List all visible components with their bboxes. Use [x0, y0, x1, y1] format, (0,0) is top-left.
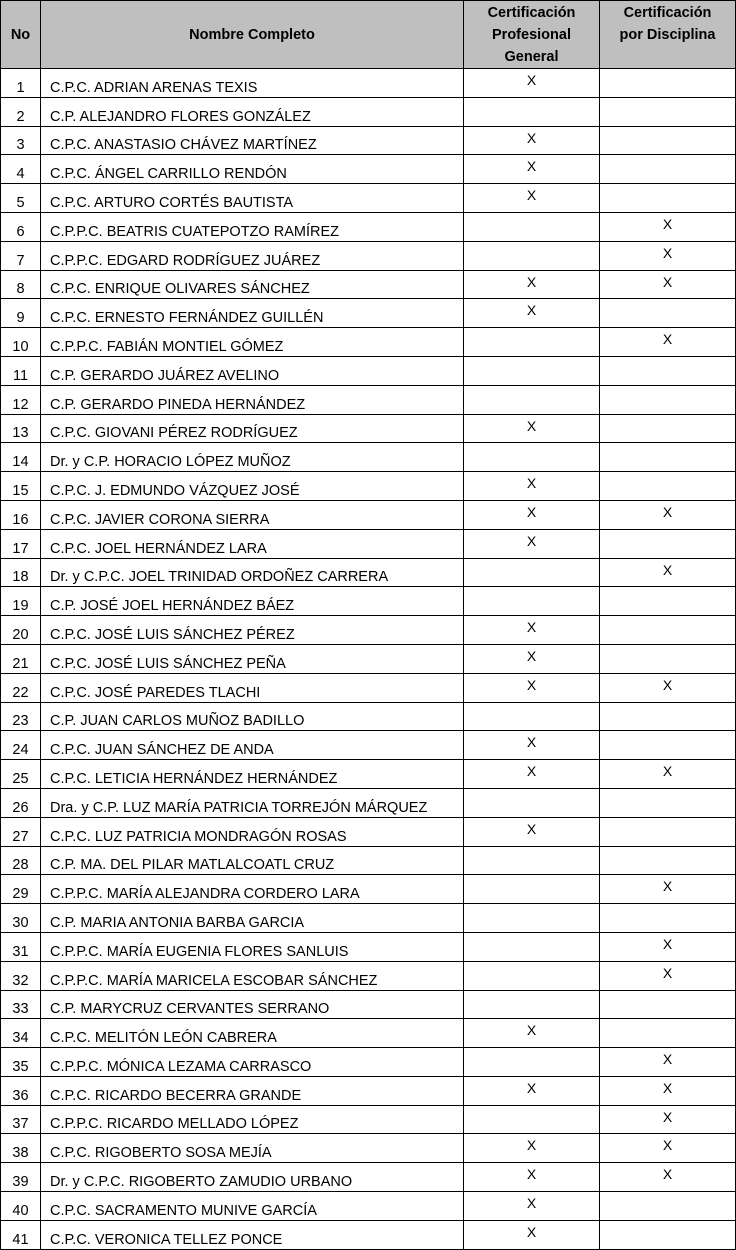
- row-number: 28: [1, 846, 41, 875]
- table-row: [1, 932, 736, 961]
- table-row: [1, 500, 736, 529]
- row-disciplina-mark: [600, 702, 736, 731]
- table-row: [1, 1019, 736, 1048]
- row-name: C.P.C. ANASTASIO CHÁVEZ MARTÍNEZ: [41, 126, 464, 155]
- row-number: 6: [1, 212, 41, 241]
- row-number: 15: [1, 472, 41, 501]
- row-name: C.P.C. JOEL HERNÁNDEZ LARA: [41, 529, 464, 558]
- row-general-mark: X: [464, 817, 600, 846]
- row-name: C.P. GERARDO JUÁREZ AVELINO: [41, 356, 464, 385]
- row-number: 32: [1, 961, 41, 990]
- row-disciplina-mark: X: [600, 558, 736, 587]
- table-row: [1, 673, 736, 702]
- row-disciplina-mark: [600, 443, 736, 472]
- table-row: [1, 212, 736, 241]
- row-disciplina-mark: X: [600, 1105, 736, 1134]
- header-row: [1, 1, 736, 69]
- header-name: Nombre Completo: [41, 1, 464, 69]
- table-header: [1, 1, 736, 69]
- table-row: [1, 328, 736, 357]
- table-row: [1, 961, 736, 990]
- table-row: [1, 472, 736, 501]
- row-name: C.P. MA. DEL PILAR MATLALCOATL CRUZ: [41, 846, 464, 875]
- row-general-mark: [464, 932, 600, 961]
- row-general-mark: [464, 990, 600, 1019]
- row-name: C.P.C. MELITÓN LEÓN CABRERA: [41, 1019, 464, 1048]
- row-number: 1: [1, 69, 41, 98]
- row-name: C.P.C. LUZ PATRICIA MONDRAGÓN ROSAS: [41, 817, 464, 846]
- table-row: [1, 616, 736, 645]
- row-general-mark: [464, 241, 600, 270]
- row-name: C.P. MARIA ANTONIA BARBA GARCIA: [41, 904, 464, 933]
- row-name: C.P. JUAN CARLOS MUÑOZ BADILLO: [41, 702, 464, 731]
- row-name: C.P. GERARDO PINEDA HERNÁNDEZ: [41, 385, 464, 414]
- row-name: C.P.C. ENRIQUE OLIVARES SÁNCHEZ: [41, 270, 464, 299]
- row-general-mark: [464, 788, 600, 817]
- row-general-mark: [464, 558, 600, 587]
- table-row: [1, 1220, 736, 1249]
- row-number: 39: [1, 1163, 41, 1192]
- header-no: No: [1, 1, 41, 69]
- row-name: Dr. y C.P. HORACIO LÓPEZ MUÑOZ: [41, 443, 464, 472]
- row-number: 35: [1, 1048, 41, 1077]
- row-disciplina-mark: X: [600, 1163, 736, 1192]
- table-row: [1, 1134, 736, 1163]
- header-general: [464, 1, 600, 69]
- row-disciplina-mark: [600, 846, 736, 875]
- header-general-line: Certificación: [487, 4, 576, 21]
- row-number: 23: [1, 702, 41, 731]
- row-general-mark: X: [464, 299, 600, 328]
- row-number: 3: [1, 126, 41, 155]
- row-disciplina-mark: X: [600, 1048, 736, 1077]
- row-general-mark: X: [464, 270, 600, 299]
- row-name: C.P. JOSÉ JOEL HERNÁNDEZ BÁEZ: [41, 587, 464, 616]
- header-general-line: Profesional: [492, 26, 571, 43]
- row-number: 2: [1, 97, 41, 126]
- table-row: [1, 846, 736, 875]
- row-name: C.P.C. JUAN SÁNCHEZ DE ANDA: [41, 731, 464, 760]
- table-row: [1, 97, 736, 126]
- table-row: [1, 270, 736, 299]
- row-disciplina-mark: [600, 414, 736, 443]
- row-number: 20: [1, 616, 41, 645]
- table-row: [1, 558, 736, 587]
- table-row: [1, 1192, 736, 1221]
- row-general-mark: X: [464, 529, 600, 558]
- row-name: Dr. y C.P.C. JOEL TRINIDAD ORDOÑEZ CARRERA: [41, 558, 464, 587]
- row-number: 21: [1, 644, 41, 673]
- row-name: C.P.P.C. MÓNICA LEZAMA CARRASCO: [41, 1048, 464, 1077]
- row-general-mark: X: [464, 760, 600, 789]
- row-general-mark: [464, 1105, 600, 1134]
- row-disciplina-mark: [600, 731, 736, 760]
- table-row: [1, 990, 736, 1019]
- row-disciplina-mark: [600, 644, 736, 673]
- table-row: [1, 1163, 736, 1192]
- row-number: 36: [1, 1076, 41, 1105]
- row-number: 24: [1, 731, 41, 760]
- row-number: 18: [1, 558, 41, 587]
- row-general-mark: X: [464, 472, 600, 501]
- header-disciplina-line: por Disciplina: [619, 27, 716, 43]
- row-general-mark: [464, 356, 600, 385]
- table-row: [1, 299, 736, 328]
- row-disciplina-mark: [600, 126, 736, 155]
- row-general-mark: X: [464, 1163, 600, 1192]
- row-disciplina-mark: X: [600, 328, 736, 357]
- row-number: 37: [1, 1105, 41, 1134]
- row-general-mark: X: [464, 1134, 600, 1163]
- row-number: 38: [1, 1134, 41, 1163]
- row-name: C.P.C. RICARDO BECERRA GRANDE: [41, 1076, 464, 1105]
- row-disciplina-mark: X: [600, 961, 736, 990]
- table-row: [1, 731, 736, 760]
- row-disciplina-mark: [600, 69, 736, 98]
- row-name: C.P.C. SACRAMENTO MUNIVE GARCÍA: [41, 1192, 464, 1221]
- row-disciplina-mark: X: [600, 760, 736, 789]
- row-general-mark: X: [464, 1019, 600, 1048]
- row-general-mark: X: [464, 731, 600, 760]
- row-general-mark: X: [464, 414, 600, 443]
- row-disciplina-mark: [600, 472, 736, 501]
- row-name: C.P.C. JOSÉ LUIS SÁNCHEZ PÉREZ: [41, 616, 464, 645]
- table-row: [1, 69, 736, 98]
- row-number: 12: [1, 385, 41, 414]
- table-row: [1, 587, 736, 616]
- row-name: C.P. ALEJANDRO FLORES GONZÁLEZ: [41, 97, 464, 126]
- row-general-mark: X: [464, 1076, 600, 1105]
- row-number: 29: [1, 875, 41, 904]
- table-row: [1, 385, 736, 414]
- row-name: C.P.C. VERONICA TELLEZ PONCE: [41, 1220, 464, 1249]
- header-disciplina-line: Certificación: [623, 5, 712, 21]
- row-general-mark: X: [464, 69, 600, 98]
- row-general-mark: X: [464, 155, 600, 184]
- table-row: [1, 241, 736, 270]
- row-number: 7: [1, 241, 41, 270]
- row-general-mark: X: [464, 184, 600, 213]
- row-general-mark: [464, 1048, 600, 1077]
- row-number: 17: [1, 529, 41, 558]
- row-general-mark: X: [464, 1220, 600, 1249]
- row-general-mark: X: [464, 616, 600, 645]
- row-disciplina-mark: X: [600, 875, 736, 904]
- row-disciplina-mark: [600, 1192, 736, 1221]
- row-disciplina-mark: [600, 97, 736, 126]
- row-name: Dra. y C.P. LUZ MARÍA PATRICIA TORREJÓN MÁRQUEZ: [41, 788, 464, 817]
- row-disciplina-mark: [600, 587, 736, 616]
- row-disciplina-mark: [600, 990, 736, 1019]
- row-name: C.P. MARYCRUZ CERVANTES SERRANO: [41, 990, 464, 1019]
- row-general-mark: [464, 961, 600, 990]
- row-name: C.P.C. GIOVANI PÉREZ RODRÍGUEZ: [41, 414, 464, 443]
- table-row: [1, 702, 736, 731]
- row-disciplina-mark: X: [600, 241, 736, 270]
- row-disciplina-mark: [600, 155, 736, 184]
- row-disciplina-mark: [600, 1019, 736, 1048]
- row-name: C.P.P.C. MARÍA MARICELA ESCOBAR SÁNCHEZ: [41, 961, 464, 990]
- row-name: C.P.P.C. MARÍA ALEJANDRA CORDERO LARA: [41, 875, 464, 904]
- row-number: 8: [1, 270, 41, 299]
- row-disciplina-mark: [600, 1220, 736, 1249]
- row-number: 16: [1, 500, 41, 529]
- row-name: C.P.P.C. MARÍA EUGENIA FLORES SANLUIS: [41, 932, 464, 961]
- row-disciplina-mark: [600, 817, 736, 846]
- row-number: 27: [1, 817, 41, 846]
- row-number: 26: [1, 788, 41, 817]
- row-number: 34: [1, 1019, 41, 1048]
- row-disciplina-mark: X: [600, 212, 736, 241]
- row-name: C.P.P.C. EDGARD RODRÍGUEZ JUÁREZ: [41, 241, 464, 270]
- row-number: 13: [1, 414, 41, 443]
- row-number: 4: [1, 155, 41, 184]
- table-row: [1, 529, 736, 558]
- row-number: 33: [1, 990, 41, 1019]
- row-number: 31: [1, 932, 41, 961]
- row-disciplina-mark: [600, 356, 736, 385]
- row-general-mark: X: [464, 500, 600, 529]
- row-disciplina-mark: X: [600, 1076, 736, 1105]
- row-general-mark: [464, 443, 600, 472]
- row-name: C.P.C. RIGOBERTO SOSA MEJÍA: [41, 1134, 464, 1163]
- row-name: C.P.C. ARTURO CORTÉS BAUTISTA: [41, 184, 464, 213]
- row-name: C.P.C. JOSÉ LUIS SÁNCHEZ PEÑA: [41, 644, 464, 673]
- table-row: [1, 788, 736, 817]
- row-general-mark: [464, 212, 600, 241]
- row-number: 10: [1, 328, 41, 357]
- table-row: [1, 443, 736, 472]
- row-general-mark: [464, 702, 600, 731]
- row-number: 9: [1, 299, 41, 328]
- row-disciplina-mark: X: [600, 270, 736, 299]
- row-name: C.P.P.C. BEATRIS CUATEPOTZO RAMÍREZ: [41, 212, 464, 241]
- row-number: 41: [1, 1220, 41, 1249]
- row-number: 19: [1, 587, 41, 616]
- table-body: [1, 69, 736, 1250]
- table-row: [1, 1105, 736, 1134]
- row-disciplina-mark: [600, 616, 736, 645]
- row-disciplina-mark: [600, 529, 736, 558]
- row-name: C.P.P.C. RICARDO MELLADO LÓPEZ: [41, 1105, 464, 1134]
- table-row: [1, 1076, 736, 1105]
- row-name: Dr. y C.P.C. RIGOBERTO ZAMUDIO URBANO: [41, 1163, 464, 1192]
- table-row: [1, 760, 736, 789]
- row-disciplina-mark: [600, 184, 736, 213]
- row-general-mark: X: [464, 1192, 600, 1221]
- row-general-mark: X: [464, 126, 600, 155]
- table-row: [1, 356, 736, 385]
- table-row: [1, 184, 736, 213]
- row-number: 5: [1, 184, 41, 213]
- row-disciplina-mark: X: [600, 673, 736, 702]
- row-general-mark: X: [464, 644, 600, 673]
- row-number: 22: [1, 673, 41, 702]
- row-general-mark: [464, 385, 600, 414]
- row-name: C.P.C. JAVIER CORONA SIERRA: [41, 500, 464, 529]
- row-disciplina-mark: X: [600, 500, 736, 529]
- header-general-line: General: [504, 48, 559, 65]
- row-disciplina-mark: [600, 788, 736, 817]
- row-name: C.P.C. LETICIA HERNÁNDEZ HERNÁNDEZ: [41, 760, 464, 789]
- row-disciplina-mark: X: [600, 932, 736, 961]
- table-row: [1, 644, 736, 673]
- row-general-mark: [464, 328, 600, 357]
- row-name: C.P.P.C. FABIÁN MONTIEL GÓMEZ: [41, 328, 464, 357]
- table-row: [1, 126, 736, 155]
- row-number: 11: [1, 356, 41, 385]
- row-general-mark: [464, 875, 600, 904]
- row-disciplina-mark: [600, 904, 736, 933]
- row-name: C.P.C. J. EDMUNDO VÁZQUEZ JOSÉ: [41, 472, 464, 501]
- row-general-mark: [464, 846, 600, 875]
- row-number: 40: [1, 1192, 41, 1221]
- row-general-mark: [464, 904, 600, 933]
- row-disciplina-mark: [600, 385, 736, 414]
- row-number: 30: [1, 904, 41, 933]
- header-disciplina: [600, 1, 736, 69]
- table-row: [1, 155, 736, 184]
- row-disciplina-mark: X: [600, 1134, 736, 1163]
- row-number: 25: [1, 760, 41, 789]
- row-name: C.P.C. ÁNGEL CARRILLO RENDÓN: [41, 155, 464, 184]
- row-name: C.P.C. ADRIAN ARENAS TEXIS: [41, 69, 464, 98]
- row-general-mark: [464, 97, 600, 126]
- table-row: [1, 1048, 736, 1077]
- table-row: [1, 875, 736, 904]
- row-general-mark: [464, 587, 600, 616]
- table-row: [1, 817, 736, 846]
- row-general-mark: X: [464, 673, 600, 702]
- row-number: 14: [1, 443, 41, 472]
- table-row: [1, 904, 736, 933]
- row-name: C.P.C. JOSÉ PAREDES TLACHI: [41, 673, 464, 702]
- table-row: [1, 414, 736, 443]
- row-disciplina-mark: [600, 299, 736, 328]
- row-name: C.P.C. ERNESTO FERNÁNDEZ GUILLÉN: [41, 299, 464, 328]
